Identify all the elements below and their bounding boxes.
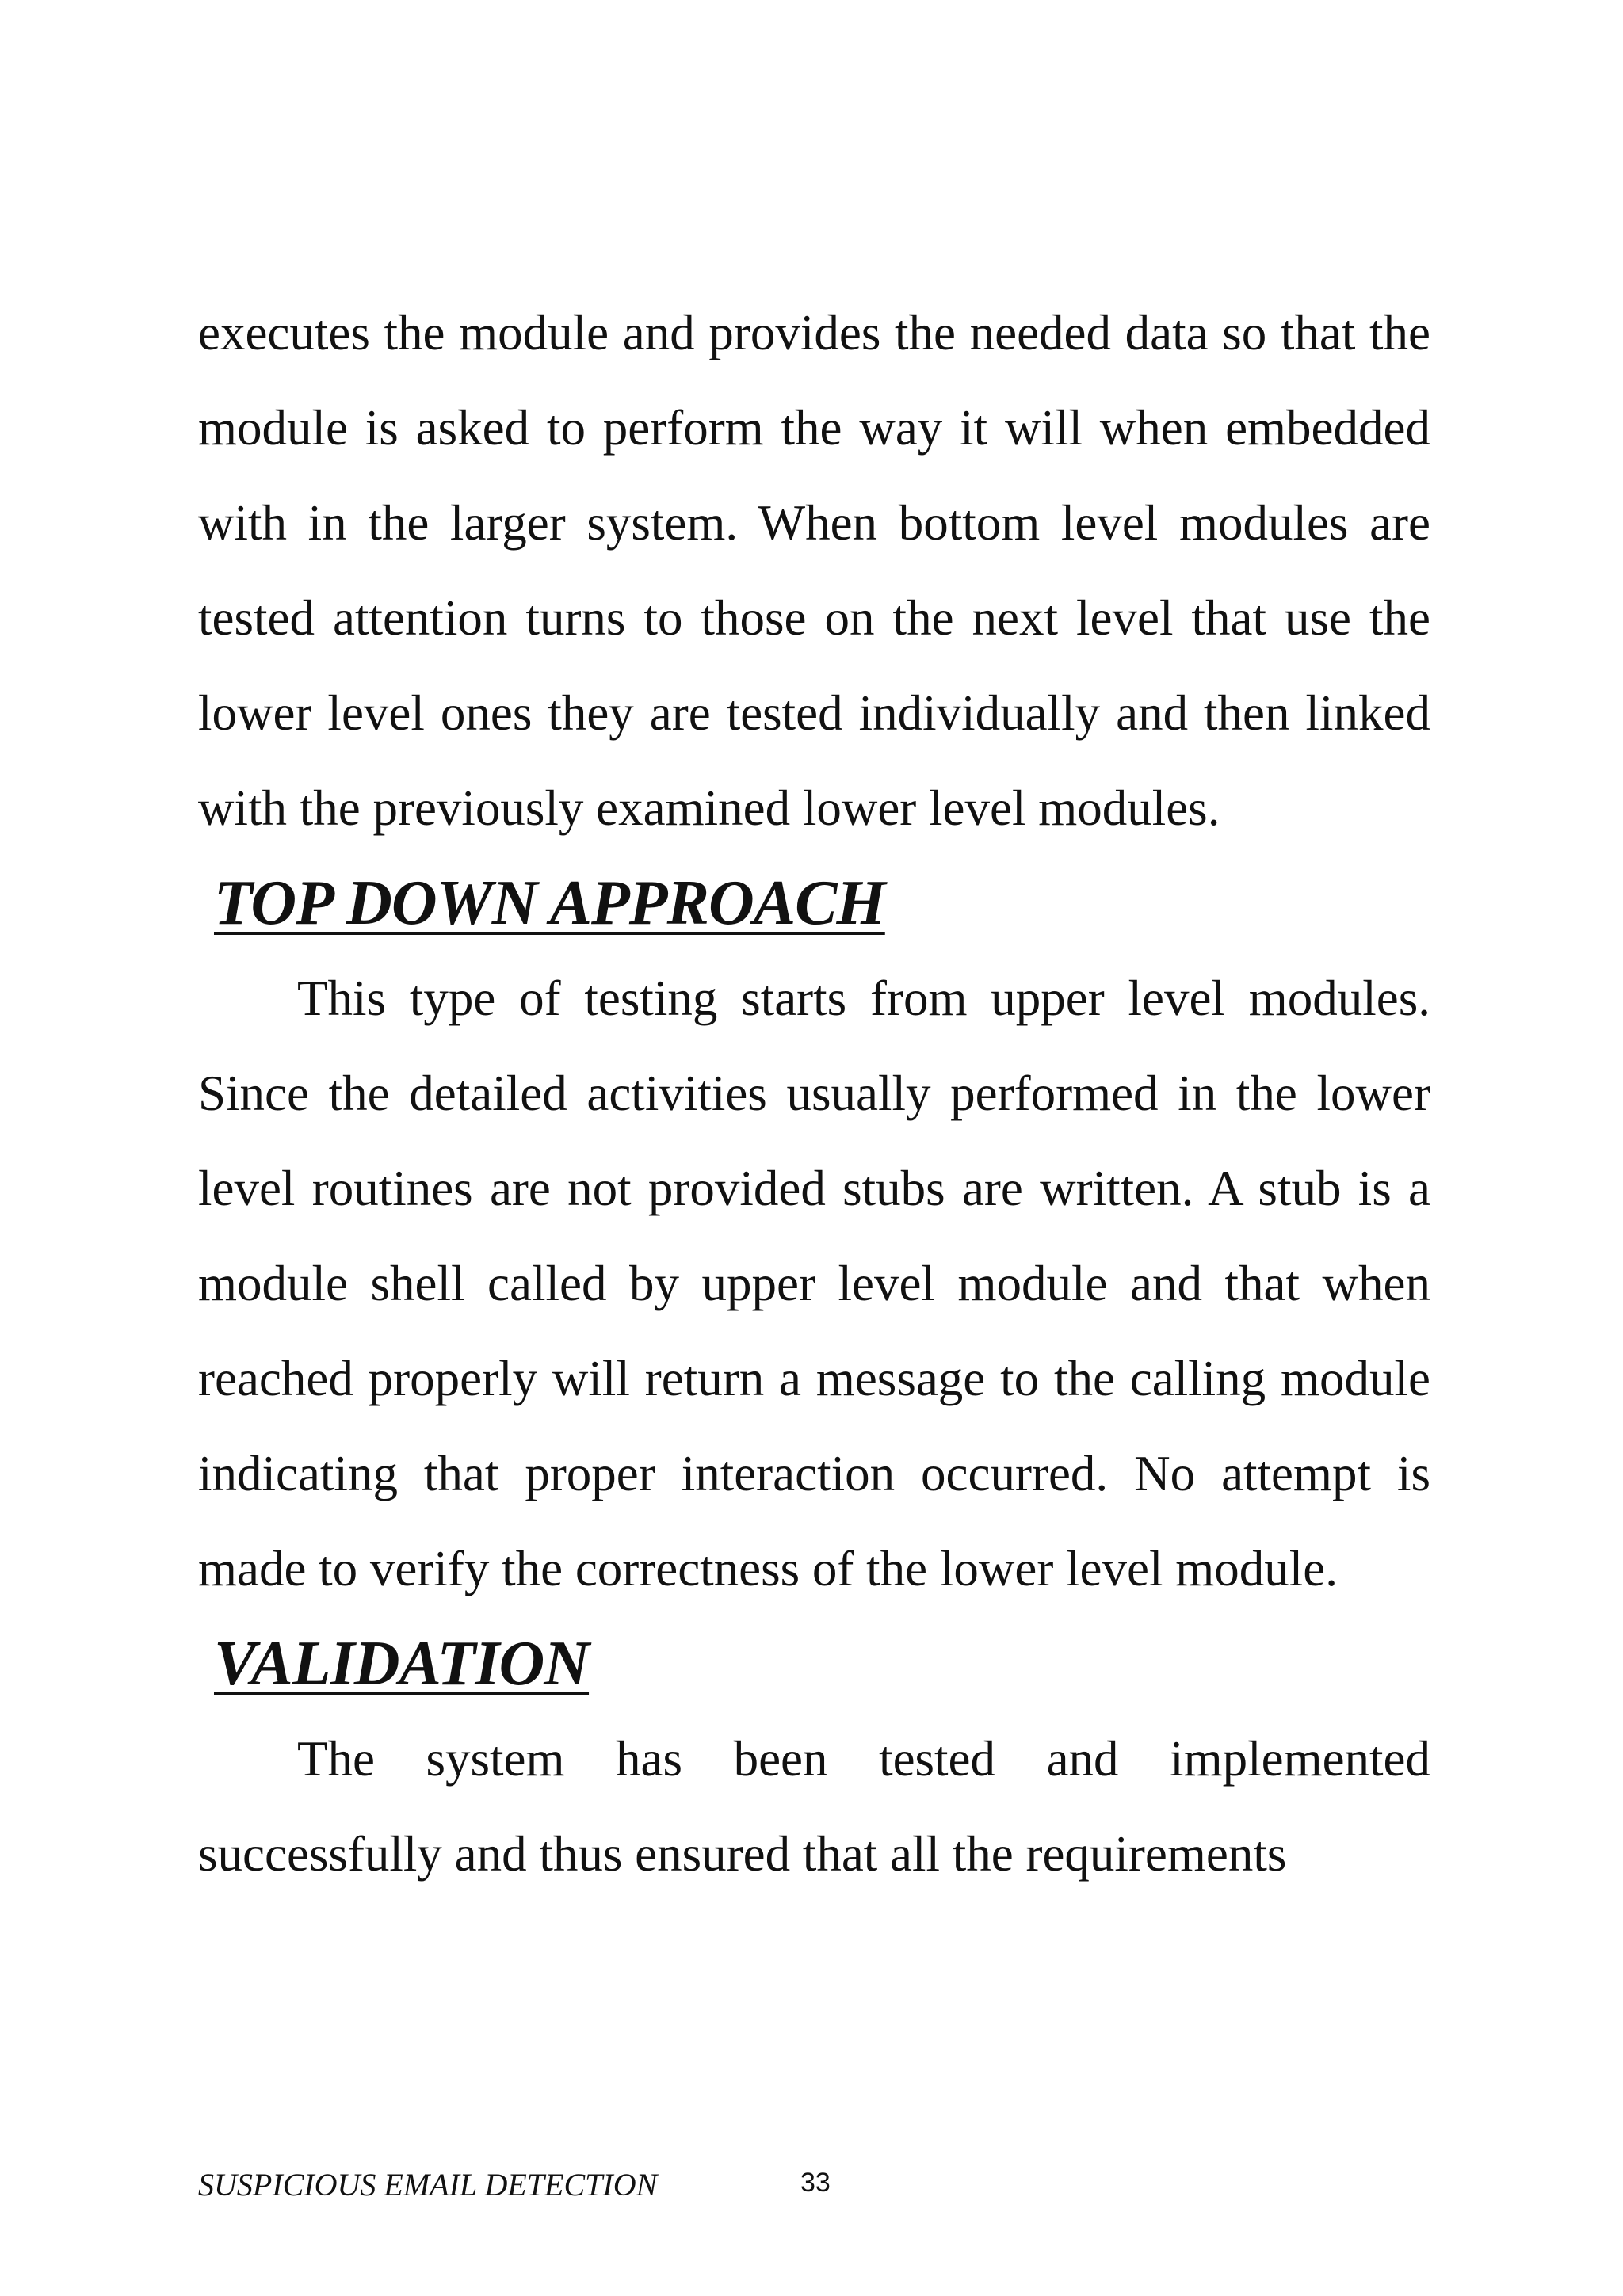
page-footer [198, 2166, 1430, 2214]
paragraph-bottom-up-continuation: executes the module and provides the needed data so that the module is asked to perform the way it will when embedded with in the larger system. When bottom level modules are tested attention turns to those on the next level that use the lower level ones they are tested individually and then linked with the previously examined lower level modules. [198, 305, 1430, 836]
page-content [198, 285, 1430, 1901]
page-number: 33 [800, 2168, 831, 2198]
paragraph-validation: The system has been tested and implemented successfully and thus ensured that all the requirements [198, 1731, 1430, 1882]
heading-top-down-approach: TOP DOWN APPROACH [214, 868, 885, 938]
heading-validation: VALIDATION [214, 1629, 590, 1699]
footer-title: SUSPICIOUS EMAIL DETECTION [198, 2167, 658, 2203]
paragraph-top-down-approach: This type of testing starts from upper level modules. Since the detailed activities usually performed in the lower level routines are not provided stubs are written. A stub is a module shell called by upper level module and that when reached properly will return a message to the calling module indicating that proper interaction occurred. No attempt is made to verify the correctness of the lower level module. [198, 971, 1430, 1596]
